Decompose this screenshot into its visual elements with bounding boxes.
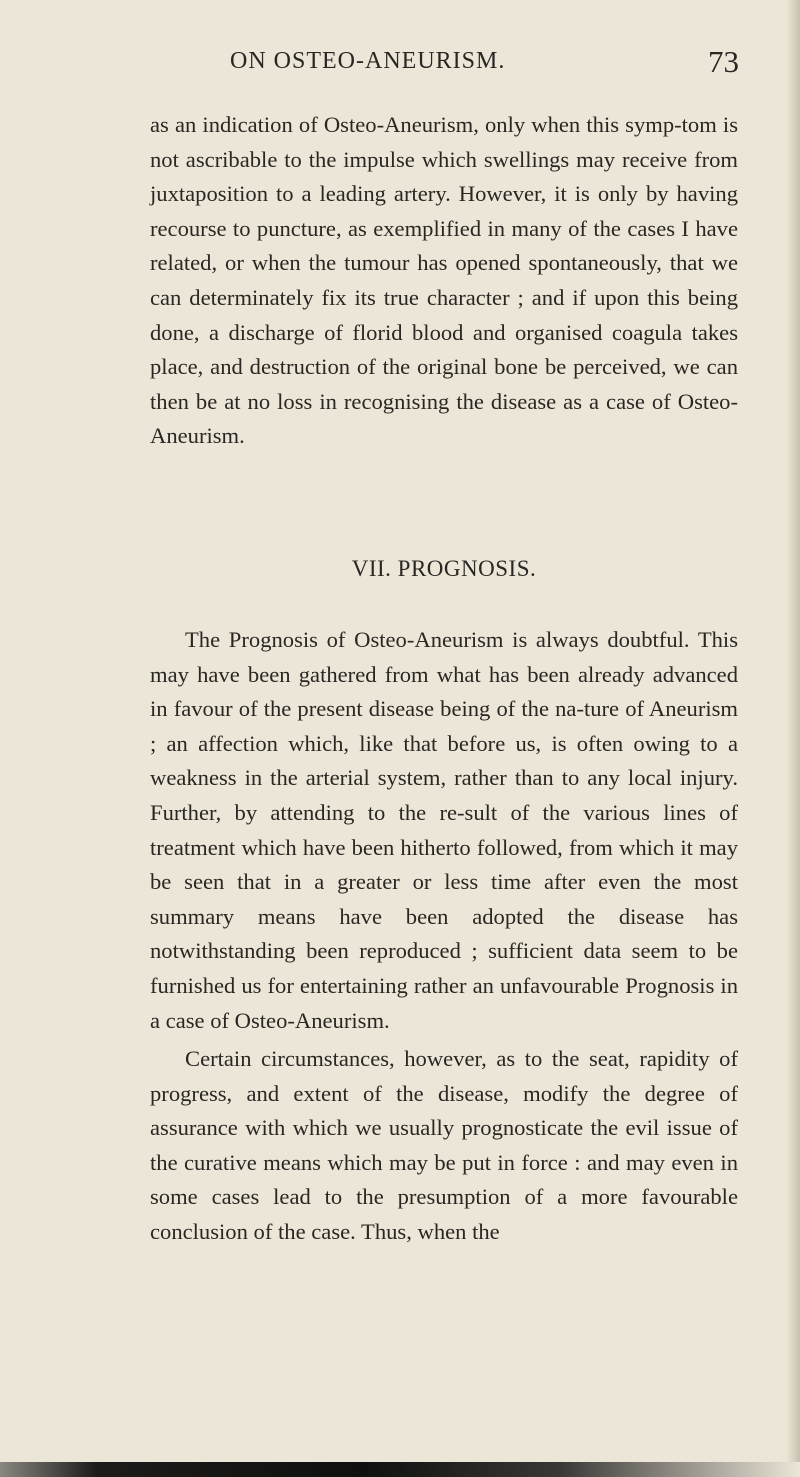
running-header (0, 44, 800, 84)
section-heading: VII. PROGNOSIS. (351, 556, 537, 581)
scan-bottom-edge (0, 1462, 800, 1477)
paragraph-prognosis-circumstances: Certain circumstances, however, as to the seat, rapidity of progress, and extent of the disease, modify the degree of assurance with which we usually prognosticate the evil issue of the curative means which may be put in force : and may even in some cases lead to the presumption of a more favourable conclusion of the case. Thus, when the (150, 1046, 738, 1244)
paragraph-continued: as an indication of Osteo-Aneurism, only when this symp-tom is not ascribable to the impulse which swellings may receive from juxtaposition to a leading artery. However, it is only by having recourse to puncture, as exemplified in many of the cases I have related, or when the tumour has opened spontaneously, that we can determinately fix its true character ; and if upon this being done, a discharge of florid blood and organised coagula takes place, and destruction of the original bone be perceived, we can then be at no loss in recognising the disease as a case of Osteo-Aneurism. (150, 112, 738, 449)
running-title: ON OSTEO-ANEURISM. (230, 48, 506, 74)
page-number: 73 (708, 44, 739, 79)
paragraph-prognosis-intro: The Prognosis of Osteo-Aneurism is always doubtful. This may have been gathered from what has been already advanced in favour of the present disease being of the na-ture of Aneurism ; an affection which, like that before us, is often owing to a weakness in the arterial system, rather than to any local injury. Further, by attending to the re-sult of the various lines of treatment which have been hitherto followed, from which it may be seen that in a greater or less time after even the most summary means have been adopted the disease has notwithstanding been reproduced ; sufficient data seem to be furnished us for entertaining rather an unfavourable Prognosis in a case of Osteo-Aneurism. (150, 627, 738, 1033)
page-edge-shadow (786, 0, 800, 1477)
